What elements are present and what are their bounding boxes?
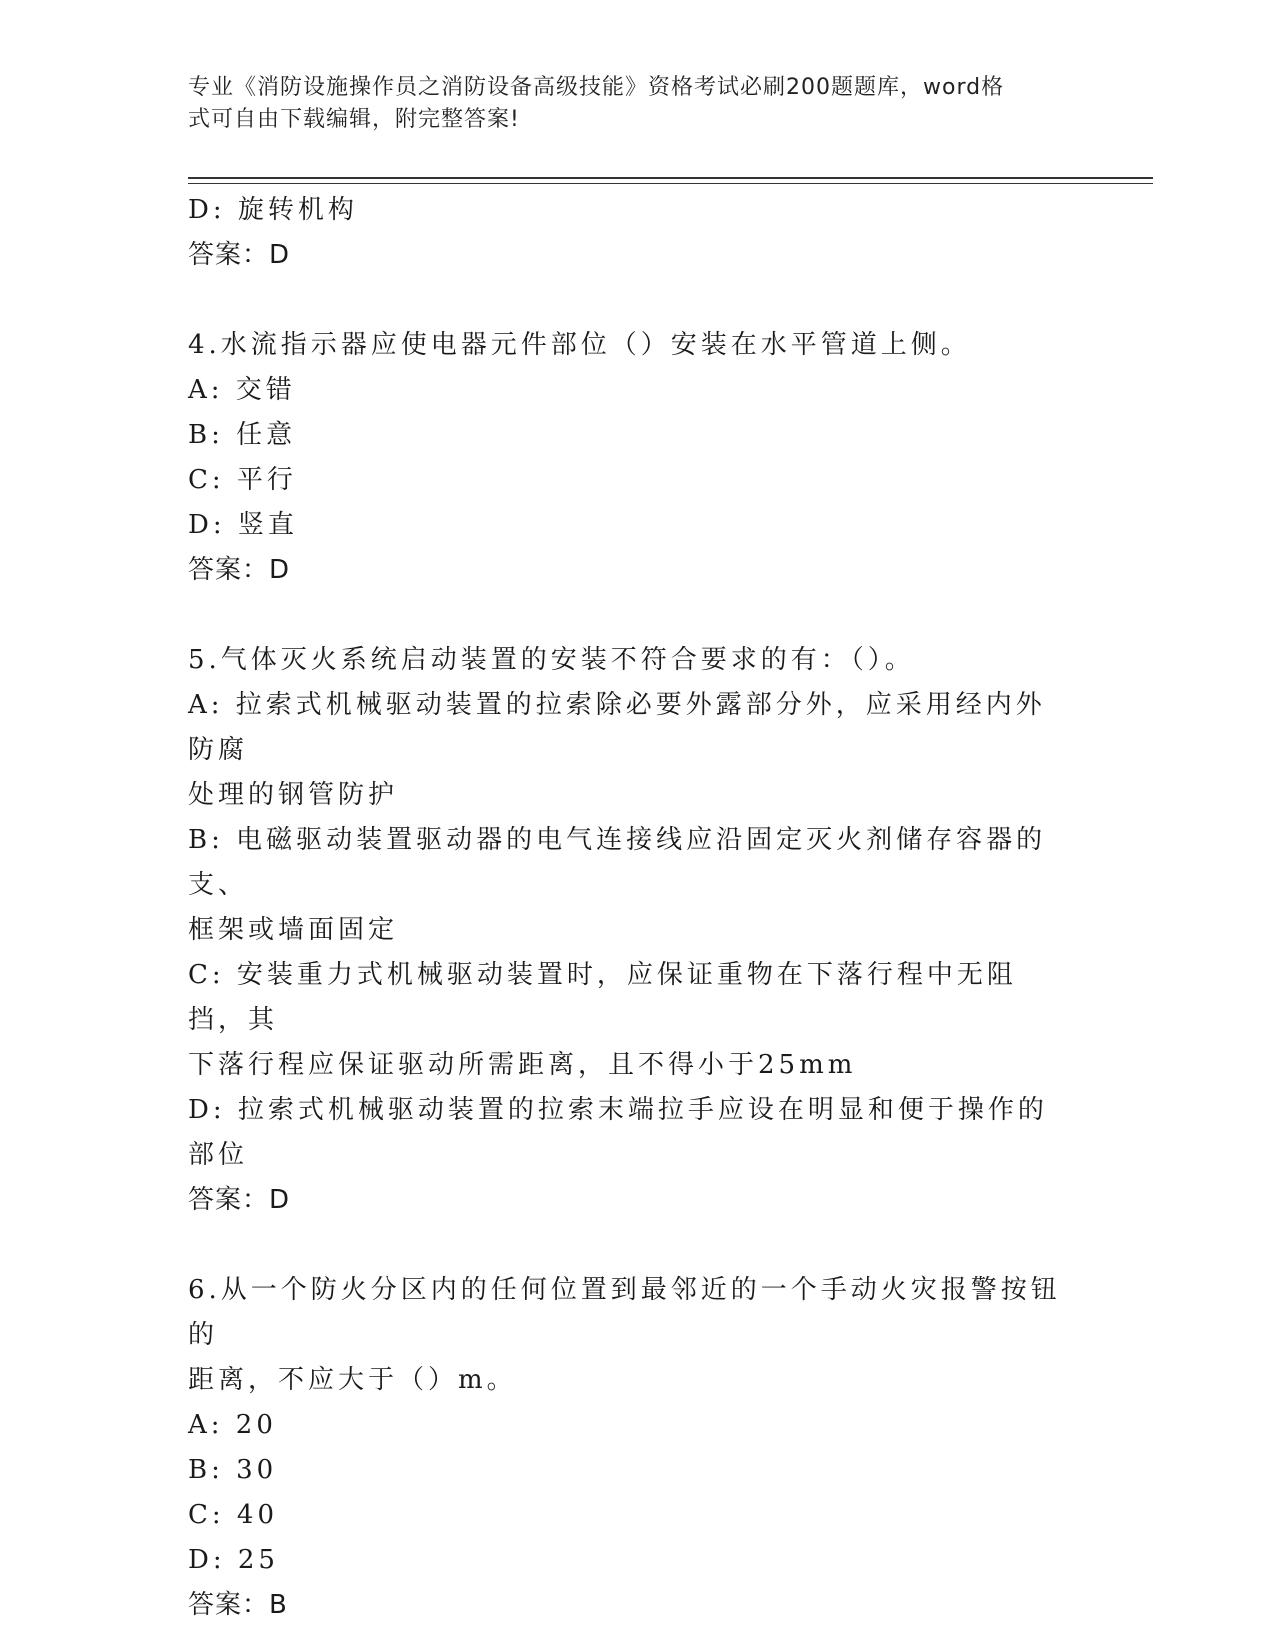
option-d: D: 竖直 [188, 510, 298, 540]
option-d: D: 拉索式机械驱动装置的拉索末端拉手应设在明显和便于操作的部位 [188, 1095, 1048, 1170]
document-header [188, 72, 1068, 136]
question-6 [188, 1268, 1068, 1628]
spacer [188, 278, 1068, 323]
option-a: A: 交错 [188, 375, 296, 405]
option-c-line-1: C: 安装重力式机械驱动装置时，应保证重物在下落行程中无阻挡，其 [188, 960, 1017, 1035]
option-b: B: 30 [188, 1455, 278, 1485]
header-title-line-1: 专业《消防设施操作员之消防设备高级技能》资格考试必刷200题题库，word格 [188, 75, 1005, 100]
header-divider-thin [188, 183, 1153, 184]
answer: 答案：D [188, 240, 291, 270]
question-stem: 4.水流指示器应使电器元件部位（）安装在水平管道上侧。 [188, 330, 971, 360]
question-stem-line-1: 6.从一个防火分区内的任何位置到最邻近的一个手动火灾报警按钮的 [188, 1275, 1061, 1350]
option-b-line-1: B: 电磁驱动装置驱动器的电气连接线应沿固定灭火剂储存容器的支、 [188, 825, 1047, 900]
header-divider-thick [188, 177, 1153, 179]
option-c: C: 平行 [188, 465, 297, 495]
option-c-line-2: 下落行程应保证驱动所需距离，且不得小于25mm [188, 1050, 857, 1080]
answer: 答案：D [188, 1185, 291, 1215]
option-a: A: 20 [188, 1410, 277, 1440]
question-3-tail [188, 188, 1068, 278]
option-b: B: 任意 [188, 420, 297, 450]
question-stem: 5.气体灭火系统启动装置的安装不符合要求的有：（）。 [188, 645, 915, 675]
option-b-line-2: 框架或墙面固定 [188, 915, 399, 945]
option-a-line-1: A: 拉索式机械驱动装置的拉索除必要外露部分外，应采用经内外防腐 [188, 690, 1046, 765]
answer: 答案：B [188, 1590, 288, 1620]
answer: 答案：D [188, 555, 291, 585]
spacer [188, 1223, 1068, 1268]
option-c: C: 40 [188, 1500, 279, 1530]
question-5 [188, 638, 1068, 1223]
header-title-line-2: 式可自由下载编辑，附完整答案! [188, 107, 520, 132]
spacer [188, 593, 1068, 638]
option-a-line-2: 处理的钢管防护 [188, 780, 399, 810]
question-4 [188, 323, 1068, 593]
option-d: D: 25 [188, 1545, 279, 1575]
question-stem-line-2: 距离，不应大于（）m。 [188, 1365, 517, 1395]
question-list [188, 188, 1068, 1628]
option-d: D: 旋转机构 [188, 195, 358, 225]
